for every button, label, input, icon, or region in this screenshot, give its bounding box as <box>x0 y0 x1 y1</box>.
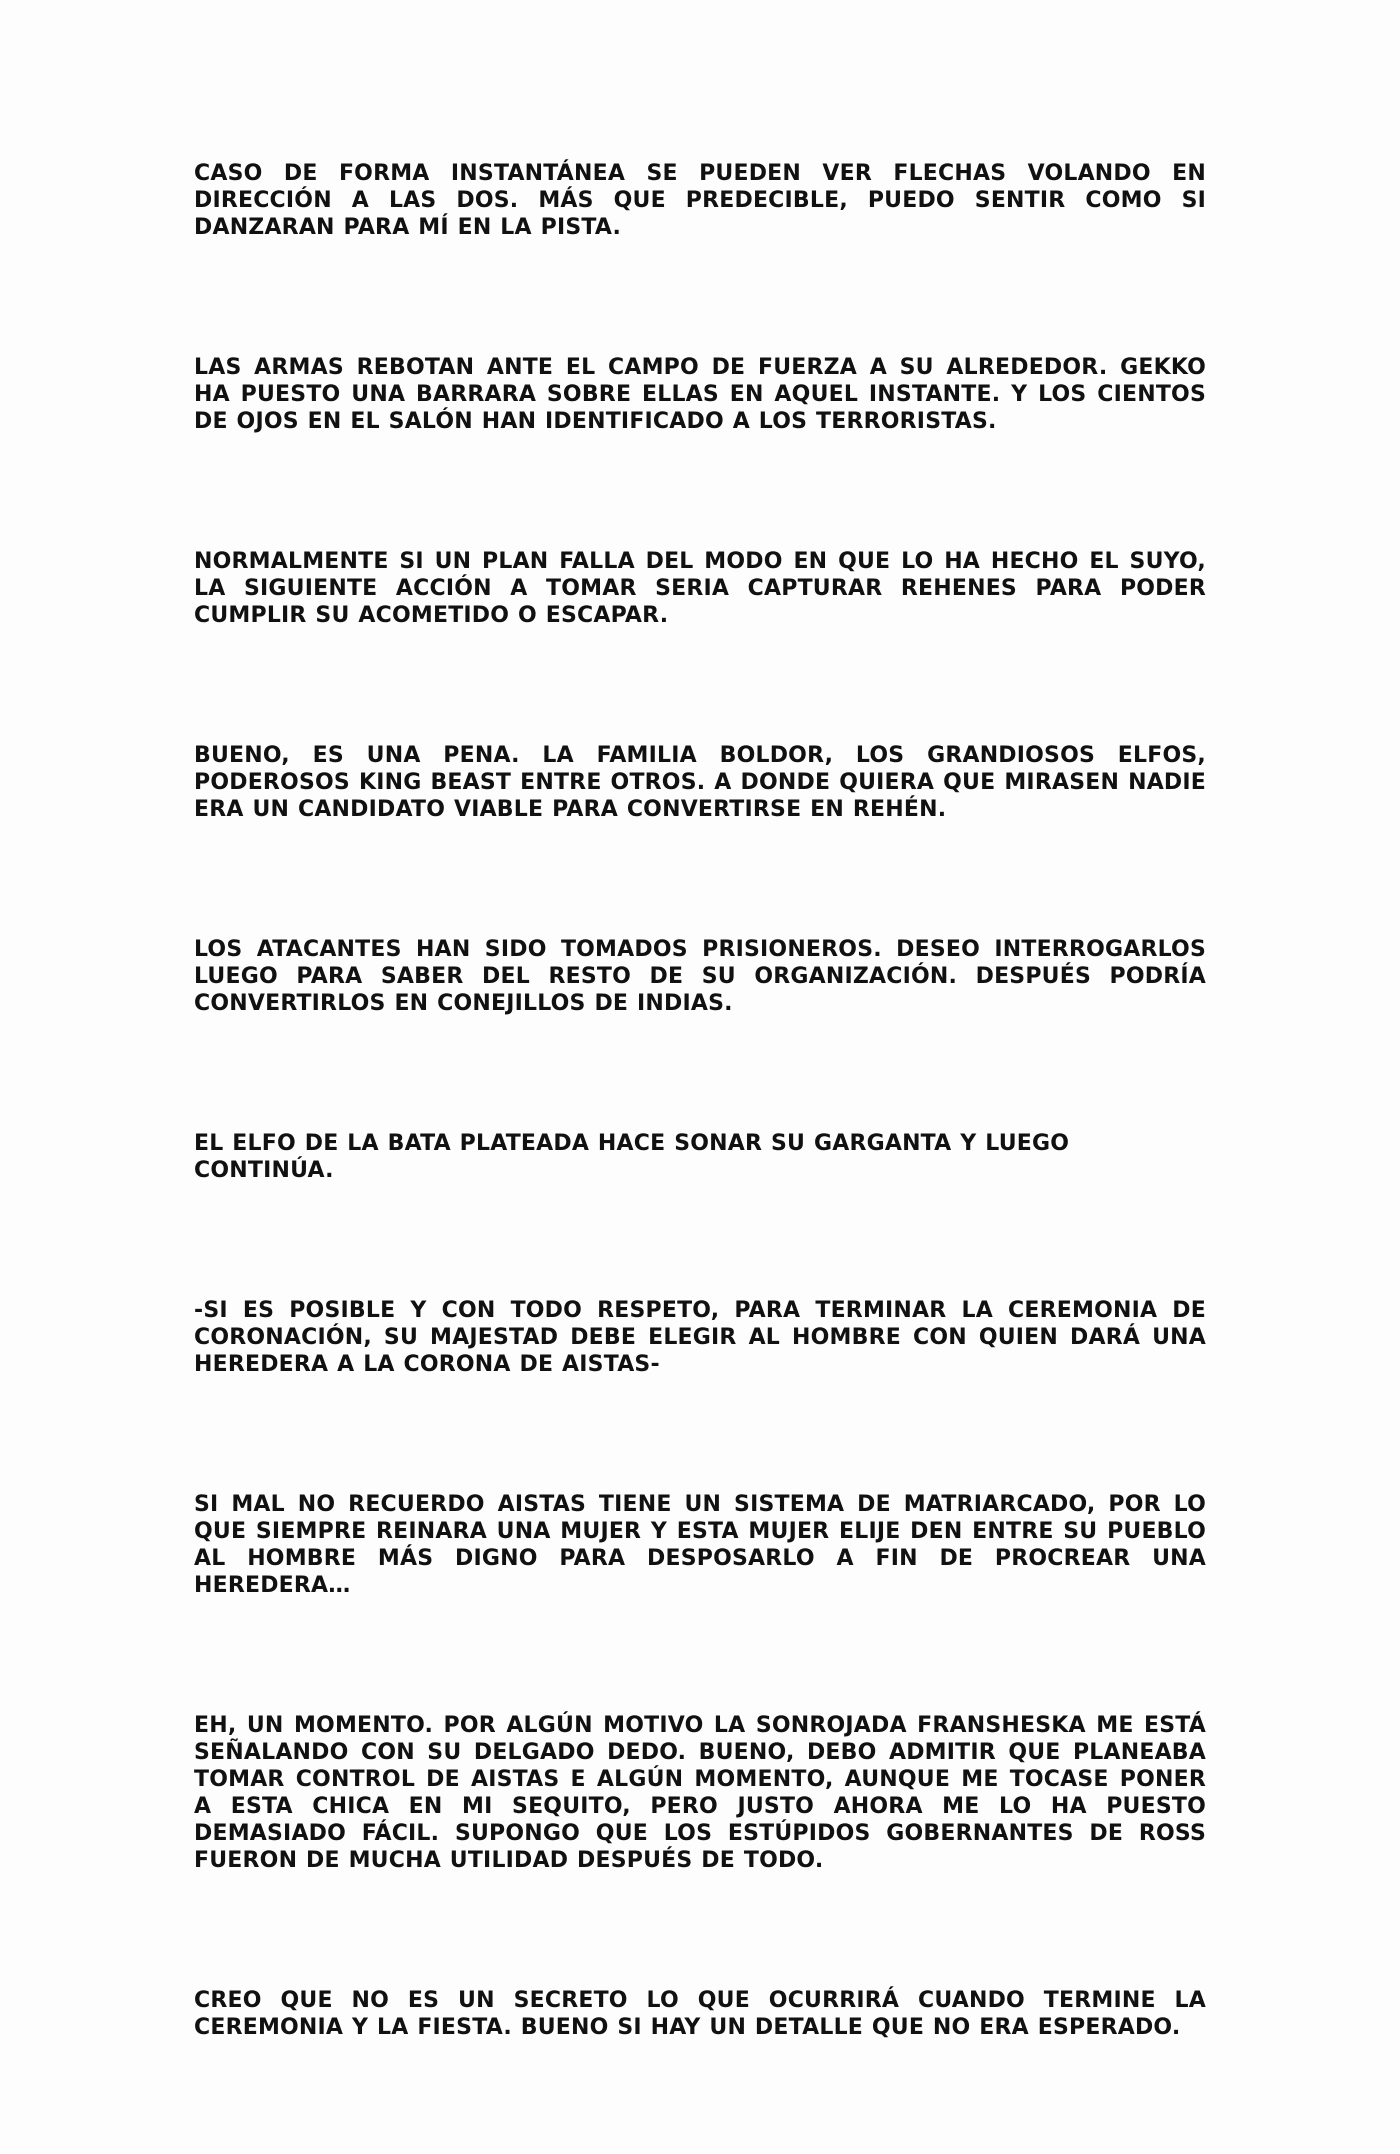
paragraph-7: -SI ES POSIBLE Y CON TODO RESPETO, PARA TERMINAR LA CEREMONIA DE CORONACIÓN, SU MAJESTAD DEBE ELEGIR AL HOMBRE CON QUIEN DARÁ UNA HEREDERA A LA CORONA DE AISTAS- <box>194 1298 1206 1377</box>
paragraph-4: BUENO, ES UNA PENA. LA FAMILIA BOLDOR, LOS GRANDIOSOS ELFOS, PODEROSOS KING BEAST ENTRE OTROS. A DONDE QUIERA QUE MIRASEN NADIE ERA UN CANDIDATO VIABLE PARA CONVERTIRSE EN REHÉN. <box>194 743 1206 822</box>
paragraph-1: CASO DE FORMA INSTANTÁNEA SE PUEDEN VER FLECHAS VOLANDO EN DIRECCIÓN A LAS DOS. MÁS QUE PREDECIBLE, PUEDO SENTIR COMO SI DANZARAN PARA MÍ EN LA PISTA. <box>194 161 1206 240</box>
paragraph-6: EL ELFO DE LA BATA PLATEADA HACE SONAR SU GARGANTA Y LUEGO CONTINÚA. <box>194 1131 1070 1183</box>
paragraph-10: CREO QUE NO ES UN SECRETO LO QUE OCURRIRÁ CUANDO TERMINE LA CEREMONIA Y LA FIESTA. BUENO SI HAY UN DETALLE QUE NO ERA ESPERADO. <box>194 1988 1206 2040</box>
paragraph-8: SI MAL NO RECUERDO AISTAS TIENE UN SISTEMA DE MATRIARCADO, POR LO QUE SIEMPRE REINARA UNA MUJER Y ESTA MUJER ELIJE DEN ENTRE SU PUEBLO AL HOMBRE MÁS DIGNO PARA DESPOSARLO A FIN DE PROCREAR UNA HEREDERA… <box>194 1492 1206 1598</box>
paragraph-3: NORMALMENTE SI UN PLAN FALLA DEL MODO EN QUE LO HA HECHO EL SUYO, LA SIGUIENTE ACCIÓN A TOMAR SERIA CAPTURAR REHENES PARA PODER CUMPLIR SU ACOMETIDO O ESCAPAR. <box>194 549 1206 628</box>
paragraph-2: LAS ARMAS REBOTAN ANTE EL CAMPO DE FUERZA A SU ALREDEDOR. GEKKO HA PUESTO UNA BARRARA SOBRE ELLAS EN AQUEL INSTANTE. Y LOS CIENTOS DE OJOS EN EL SALÓN HAN IDENTIFICADO A LOS TERRORISTAS. <box>194 355 1206 434</box>
document-body <box>194 160 1206 2154</box>
paragraph-9: EH, UN MOMENTO. POR ALGÚN MOTIVO LA SONROJADA FRANSHESKA ME ESTÁ SEÑALANDO CON SU DELGADO DEDO. BUENO, DEBO ADMITIR QUE PLANEABA TOMAR CONTROL DE AISTAS E ALGÚN MOMENTO, AUNQUE ME TOCASE PONER A ESTA CHICA EN MI SEQUITO, PERO JUSTO AHORA ME LO HA PUESTO DEMASIADO FÁCIL. SUPONGO QUE LOS ESTÚPIDOS GOBERNANTES DE ROSS FUERON DE MUCHA UTILIDAD DESPUÉS DE TODO. <box>194 1713 1206 1873</box>
paragraph-5: LOS ATACANTES HAN SIDO TOMADOS PRISIONEROS. DESEO INTERROGARLOS LUEGO PARA SABER DEL RESTO DE SU ORGANIZACIÓN. DESPUÉS PODRÍA CONVERTIRLOS EN CONEJILLOS DE INDIAS. <box>194 937 1206 1016</box>
